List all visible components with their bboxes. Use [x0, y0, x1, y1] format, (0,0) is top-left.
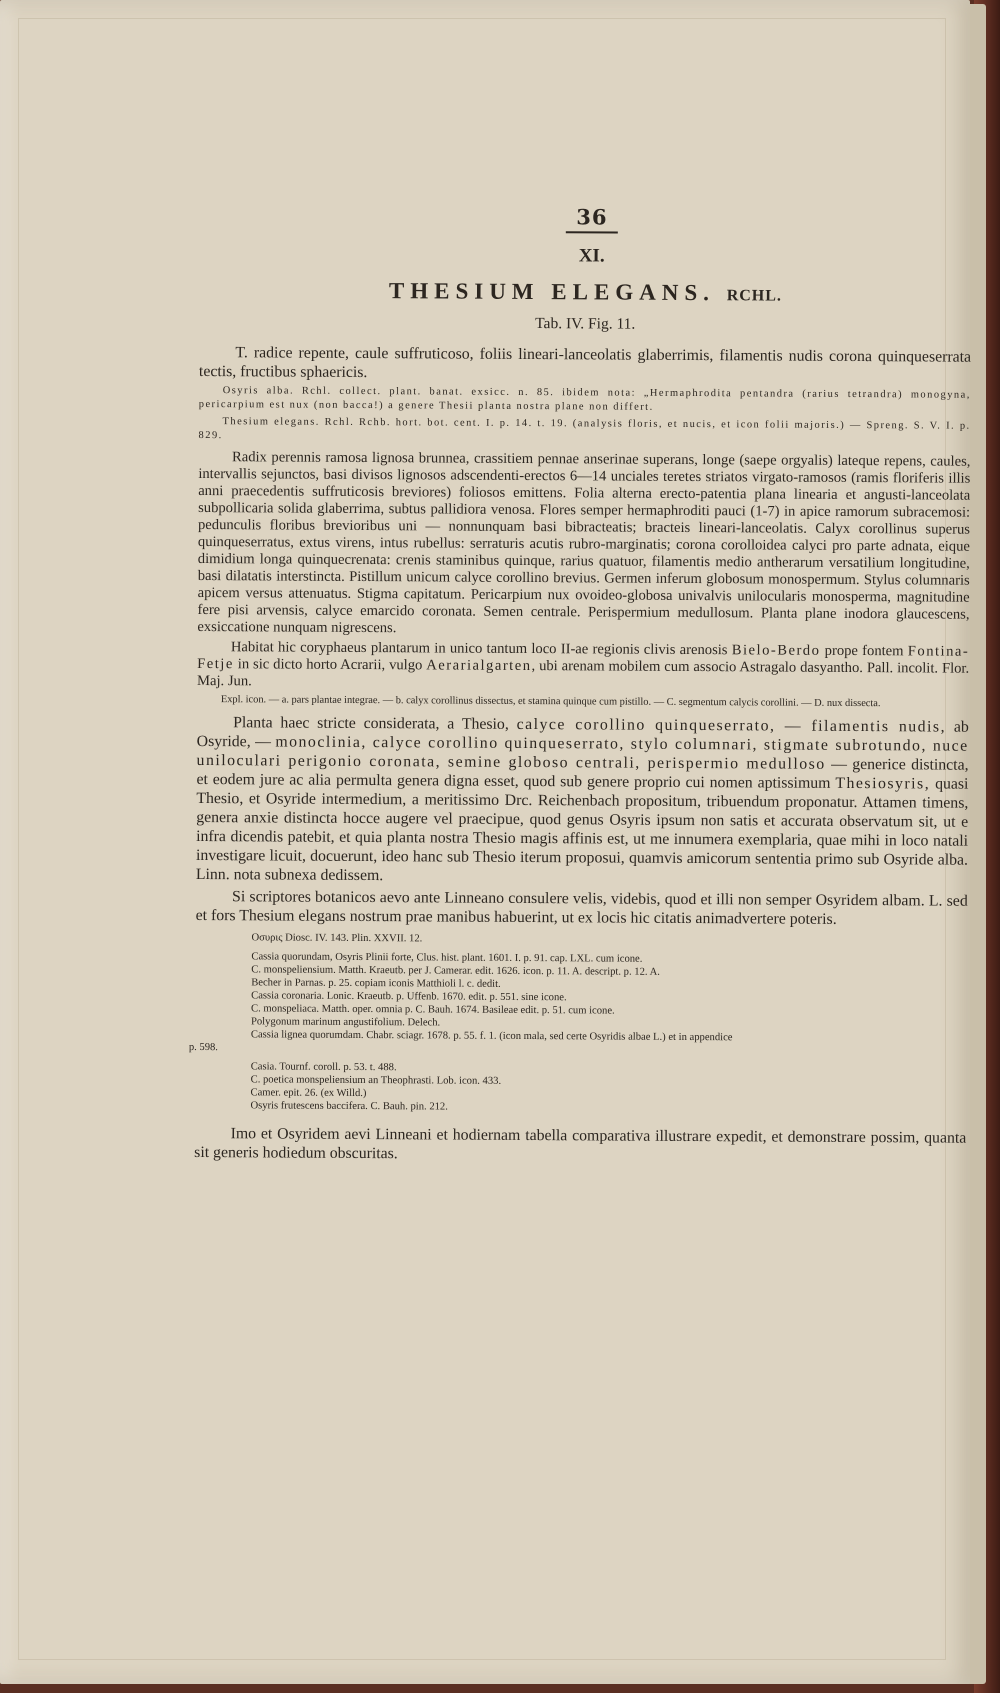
- page-content: [188, 202, 972, 1167]
- reference-entry: Cassia quorundam, Osyris Plinii forte, Clus. hist. plant. 1601. I. p. 91. cap. LXL. cum icone.: [251, 951, 643, 965]
- synonym-entry: Thesium elegans. Rchl. Rchb. hort. bot. cent. I. p. 14. t. 19. (analysis floris, et nucis, et icon folii majoris.) — Spreng. S. V. I. p. 829.: [198, 416, 971, 442]
- reference-entry: C. poetica monspeliensium an Theophrasti. Lob. icon. 433.: [250, 1074, 502, 1087]
- closing-paragraph: Imo et Osyridem aevi Linneani et hodiernam tabella comparativa illustrare expedit, et demonstrare possim, quanta sit generis hodiedum obscuritas.: [194, 1125, 967, 1163]
- reference-entry: Polygonum marinum angustifolium. Delech.: [250, 1016, 441, 1029]
- reference-entry: p. 598.: [188, 1041, 219, 1054]
- reference-entry: Cassia coronaria. Lonic. Kraeutb. p. Uffenb. 1670. edit. p. 551. sine icone.: [251, 990, 567, 1004]
- habitat-place: Aerarialgarten: [426, 657, 532, 675]
- discussion-paragraph: [196, 713, 969, 889]
- habitat-place: Bielo-Berdo: [731, 642, 821, 659]
- page-number-rule: [566, 231, 618, 233]
- reference-entry: Casia. Tournf. coroll. p. 53. t. 488.: [250, 1061, 397, 1074]
- discussion-text: Planta haec stricte considerata, a Thesio,: [233, 714, 509, 733]
- species-author: RCHL.: [726, 287, 783, 305]
- habitat-place: Fontina-Fetje: [197, 643, 970, 673]
- diagnosis-paragraph: T. radice repente, caule suffruticoso, foliis lineari-lanceolatis glaberrimis, filamentis nudis corona quinqueserrata tectis, fructibus sphaericis.: [198, 344, 972, 382]
- habitat-intro: Habitat hic coryphaeus plantarum in unico tantum loco II-ae regionis clivis arenosis: [230, 639, 728, 659]
- reference-entry: Οσυρις Diosc. IV. 143. Plin. XXVII. 12.: [251, 932, 423, 945]
- habitat-end: , ubi arenam mobilem cum associo Astragalo dasyantho. Pall. incolit. Flor. Maj. Jun.: [197, 658, 970, 690]
- reference-entry: C. monspeliaca. Matth. oper. omnia p. C. Bauh. 1674. Basileae edit. p. 51. cum icone.: [251, 1003, 615, 1017]
- reference-entry: Osyris frutescens baccifera. C. Bauh. pin. 212.: [250, 1100, 448, 1113]
- reference-entry: Camer. epit. 26. (ex Willd.): [250, 1087, 367, 1100]
- discussion-emphasis: monoclinia, calyce corollino quinqueserrato, stylo columnari, stigmate subrotundo, nuce uniloculari perigonio coronata, semine globoso centrali, perispermio medulloso: [196, 733, 969, 773]
- synonym-entry: Osyris alba. Rchl. collect. plant. banat. exsicc. n. 85. ibidem nota: „Hermaphrodita pentandra (rarius tetrandra) monogyna, pericarpium est nux (non bacca!) a genere Thesii planta nostra plane non differt.: [198, 385, 971, 413]
- plate-reference: Tab. IV. Fig. 11.: [535, 315, 636, 333]
- reference-entry: Becher in Parnas. p. 25. copiam iconis Matthioli l. c. dedit.: [251, 977, 501, 990]
- history-paragraph: Si scriptores botanicos aevo ante Linneano consulere velis, videbis, quod et illi non semper Osyridem albam. L. sed et fors Thesium elegans nostrum prae manibus habuerint, ut ex locis hic citatis animadvertere poteris.: [195, 888, 968, 928]
- discussion-text: ab Osyride, —: [196, 718, 969, 751]
- habitat-text: in sic dicto horto Acrarii, vulgo: [237, 656, 423, 674]
- chapter-number: XI.: [578, 245, 605, 267]
- habitat-paragraph: [197, 639, 969, 695]
- reference-entry: C. monspeliensium. Matth. Kraeutb. per J. Camerar. edit. 1626. icon. p. 11. A. descript. p. 12. A.: [251, 964, 660, 978]
- reference-entry: Cassia lignea quorumdam. Chabr. sciagr. 1678. p. 55. f. 1. (icon mala, sed certe Osyridis albae L.) et in appendice: [250, 1029, 733, 1044]
- discussion-text: quasi Thesio, et Osyride intermedium, a meritissimo Drc. Reichenbach propositum, tribuendum proponatur. Attamen timens, genera anxie distincta hocce augere vel praecipue, quod genus Osyris ipsum non satis et accurata observatum sit, ut e infra dicendis patebit, et quia planta nostra Thesio magis affinis est, ut me innumera exemplaria, quae mihi in loco natali investigare licuit, docuerunt, ideo hanc sub Thesio iterum proposui, quamvis amicorum sententia primo sub Osyride alba. Linn. nota subnexa dedissem.: [195, 775, 969, 885]
- habitat-text: prope fontem: [824, 642, 904, 660]
- icon-explanation: Expl. icon. — a. pars plantae integrae. — b. calyx corollinus dissectus, et stamina quinque cum pistillo. — C. segmentum calycis corollini. — D. nux dissecta.: [220, 694, 881, 710]
- discussion-emphasis: calyce corollino quinqueserrato, — filamentis nudis,: [516, 715, 947, 736]
- reference-list: [188, 931, 967, 1122]
- species-name: THESIUM ELEGANS.: [388, 278, 716, 306]
- discussion-emphasis: Thesiosyris,: [835, 774, 931, 793]
- description-paragraph: Radix perennis ramosa lignosa brunnea, crassitiem pennae anserinae superans, longe (saepe orgyalis) lateque repens, caules, intervallis sejunctos, basi divisos lignosos adscendenti-erectos 6—14 unciales teretes striatos virgato-ramosos (ramis floriferis illis anni praecedentis suffruticosis breviores) foliosos emittens. Folia alterna erecto-patentia plana linearia et angusti-lanceolata subpollicaria solida glaberrima, subtus pallidiora venosa. Flores semper hermaphroditi pauci (1-7) in apice ramorum subracemosi: pedunculis floribus brevioribus uni — nonnunquam basi bibracteatis; bracteis lineari-lanceolatis. Calyx corollinus superus quinqueserratus, extus virens, intus rubellus: serraturis acutis rubro-marginatis; corona corolloidea calyci pro parte adnata, eique dimidium longa quinquecrenata: crenis staminibus quinque, rarius quatuor, filamentis medio antherarum versatilium longitudine, basi dilatatis interstincta. Pistillum unicum calyce corollino brevius. Germen inferum globosum monospermum. Stylus columnaris apicem versus attenuatus. Stigma capitatum. Pericarpium nux ovoideo-globosa univalvis unilocularis monosperma, magnitudine fere pisi arvensis, calyce emarcido coronata. Semen centrale. Perispermium medullosum. Planta plane inodora glaucescens, exsiccatione nunquam nigrescens.: [197, 449, 971, 637]
- species-heading: [199, 277, 971, 308]
- page-number: 36: [576, 204, 608, 230]
- discussion-text: — generice distincta, et eodem jure ac alia permulta genera digna esset, quod sub genere proprio cui nomen aptissimum: [196, 755, 969, 792]
